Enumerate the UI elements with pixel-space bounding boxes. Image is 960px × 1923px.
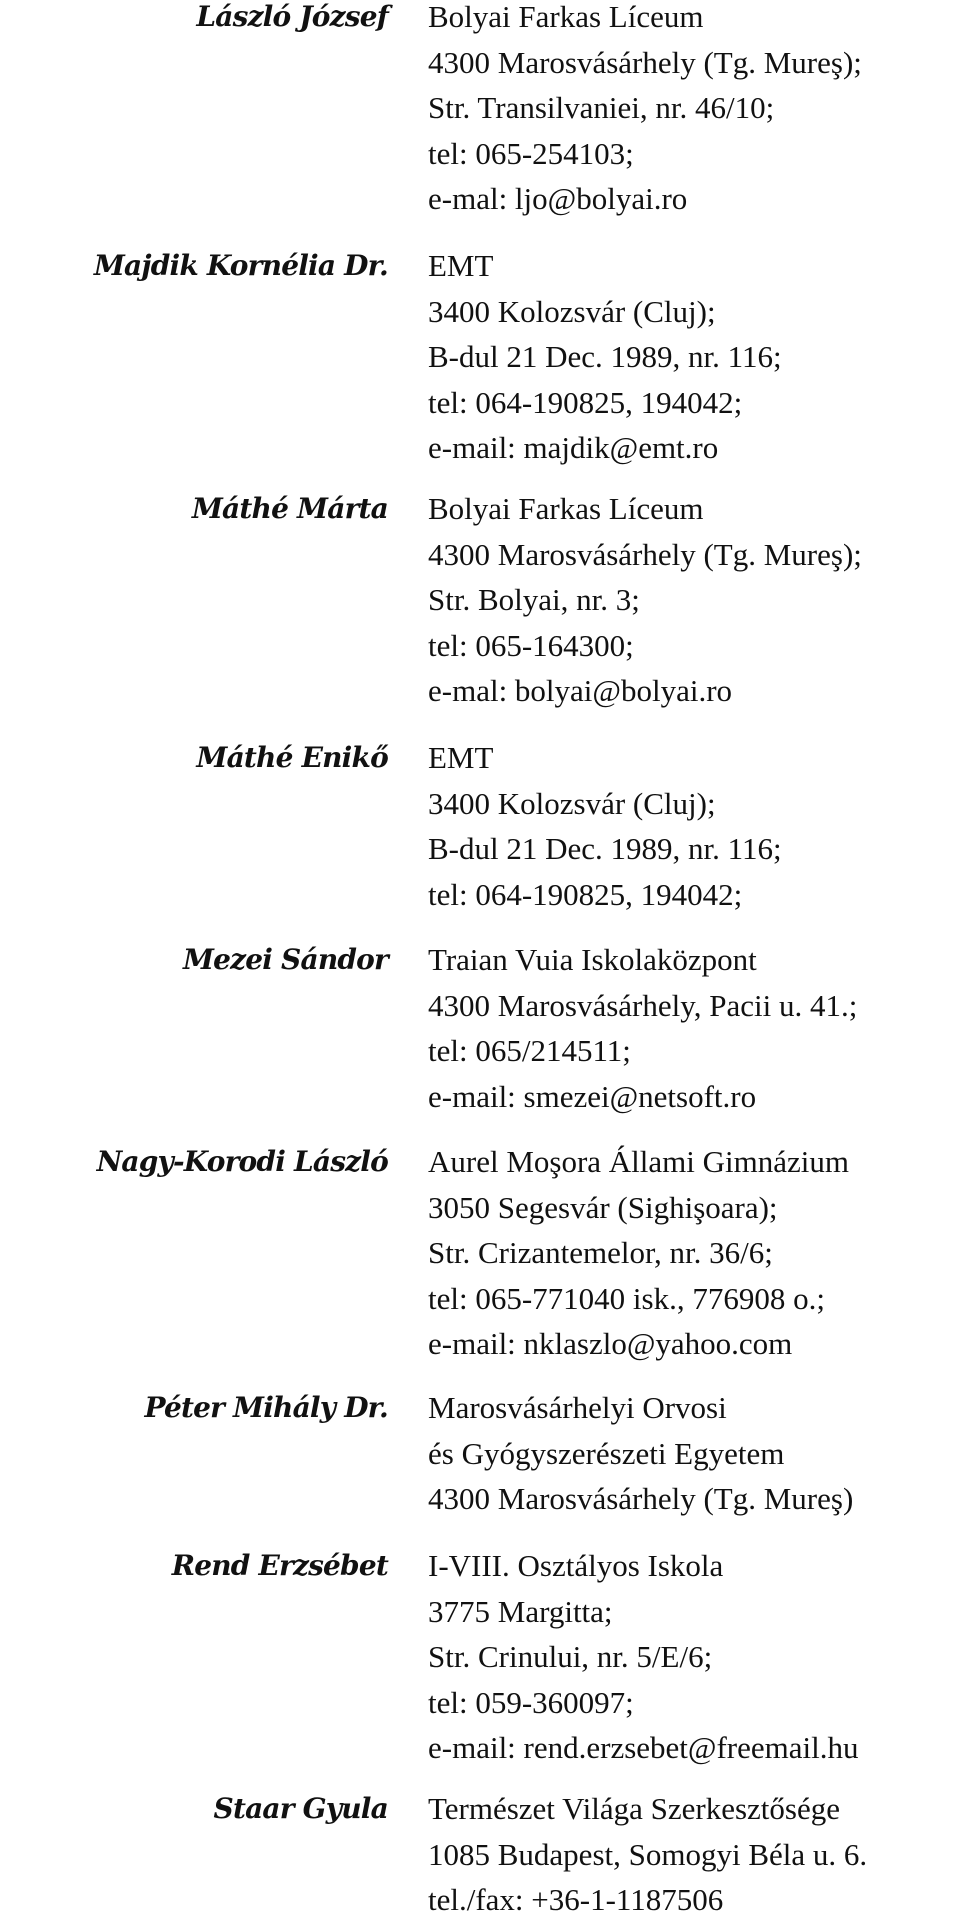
person-name: Rend Erzsébet bbox=[171, 1549, 388, 1582]
contact-block bbox=[428, 1139, 960, 1367]
person-name: Majdik Kornélia Dr. bbox=[93, 249, 388, 282]
email-line: e-mal: bolyai@bolyai.ro bbox=[428, 673, 733, 709]
institution-name: EMT bbox=[428, 740, 494, 775]
contact-block bbox=[428, 486, 960, 714]
institution-name: Traian Vuia Iskolaközpont bbox=[428, 942, 757, 977]
person-name: Nagy-Korodi László bbox=[96, 1145, 388, 1178]
street-line: B-dul 21 Dec. 1989, nr. 116; bbox=[428, 831, 782, 867]
street-line: Str. Crizantemelor, nr. 36/6; bbox=[428, 1235, 773, 1271]
address-line: 3050 Segesvár (Sighişoara); bbox=[428, 1189, 778, 1225]
phone-line: tel: 059-360097; bbox=[428, 1684, 634, 1720]
address-line: 4300 Marosvásárhely, Pacii u. 41.; bbox=[428, 987, 858, 1023]
phone-line: tel: 065-771040 isk., 776908 o.; bbox=[428, 1280, 825, 1316]
street-line: B-dul 21 Dec. 1989, nr. 116; bbox=[428, 339, 782, 375]
institution-name: Természet Világa Szerkesztősége bbox=[428, 1791, 840, 1826]
contact-block bbox=[428, 1543, 960, 1771]
email-line: e-mal: ljo@bolyai.ro bbox=[428, 181, 688, 217]
institution-name: Aurel Moşora Állami Gimnázium bbox=[428, 1144, 849, 1179]
email-line: e-mail: smezei@netsoft.ro bbox=[428, 1078, 757, 1114]
institution-name: Marosvásárhelyi Orvosi bbox=[428, 1390, 727, 1425]
phone-line: tel: 065-254103; bbox=[428, 135, 634, 171]
contact-block bbox=[428, 1786, 960, 1923]
phone-line: tel: 065/214511; bbox=[428, 1033, 631, 1069]
phone-line: tel: 065-164300; bbox=[428, 627, 634, 663]
contact-block bbox=[428, 735, 960, 917]
address-line: 3775 Margitta; bbox=[428, 1593, 613, 1629]
address-line: 4300 Marosvásárhely (Tg. Mureş); bbox=[428, 44, 862, 80]
phone-line: tel./fax: +36-1-1187506 bbox=[428, 1882, 724, 1918]
institution-name-continued: és Gyógyszerészeti Egyetem bbox=[428, 1435, 785, 1471]
person-name: Péter Mihály Dr. bbox=[144, 1391, 388, 1424]
person-name: Máthé Enikő bbox=[196, 741, 388, 774]
phone-line: tel: 064-190825, 194042; bbox=[428, 384, 743, 420]
street-line: Str. Bolyai, nr. 3; bbox=[428, 582, 640, 618]
email-line: e-mail: majdik@emt.ro bbox=[428, 430, 719, 466]
address-line: 4300 Marosvásárhely (Tg. Mureş) bbox=[428, 1481, 854, 1517]
email-line: e-mail: nklaszlo@yahoo.com bbox=[428, 1326, 793, 1362]
email-line: e-mail: rend.erzsebet@freemail.hu bbox=[428, 1730, 859, 1766]
address-line: 3400 Kolozsvár (Cluj); bbox=[428, 293, 716, 329]
street-line: Str. Crinului, nr. 5/E/6; bbox=[428, 1639, 713, 1675]
person-name: Mezei Sándor bbox=[182, 943, 388, 976]
contact-block bbox=[428, 243, 960, 471]
street-line: Str. Transilvaniei, nr. 46/10; bbox=[428, 90, 775, 126]
institution-name: Bolyai Farkas Líceum bbox=[428, 0, 704, 34]
person-name: László József bbox=[196, 0, 388, 33]
contact-block bbox=[428, 1385, 960, 1522]
person-name: Staar Gyula bbox=[213, 1792, 388, 1825]
institution-name: EMT bbox=[428, 248, 494, 283]
phone-line: tel: 064-190825, 194042; bbox=[428, 876, 743, 912]
institution-name: Bolyai Farkas Líceum bbox=[428, 491, 704, 526]
address-line: 3400 Kolozsvár (Cluj); bbox=[428, 785, 716, 821]
address-line: 4300 Marosvásárhely (Tg. Mureş); bbox=[428, 536, 862, 572]
contact-block bbox=[428, 937, 960, 1119]
institution-name: I-VIII. Osztályos Iskola bbox=[428, 1548, 724, 1583]
contact-block bbox=[428, 0, 960, 222]
person-name: Máthé Márta bbox=[191, 492, 388, 525]
address-line: 1085 Budapest, Somogyi Béla u. 6. bbox=[428, 1836, 868, 1872]
